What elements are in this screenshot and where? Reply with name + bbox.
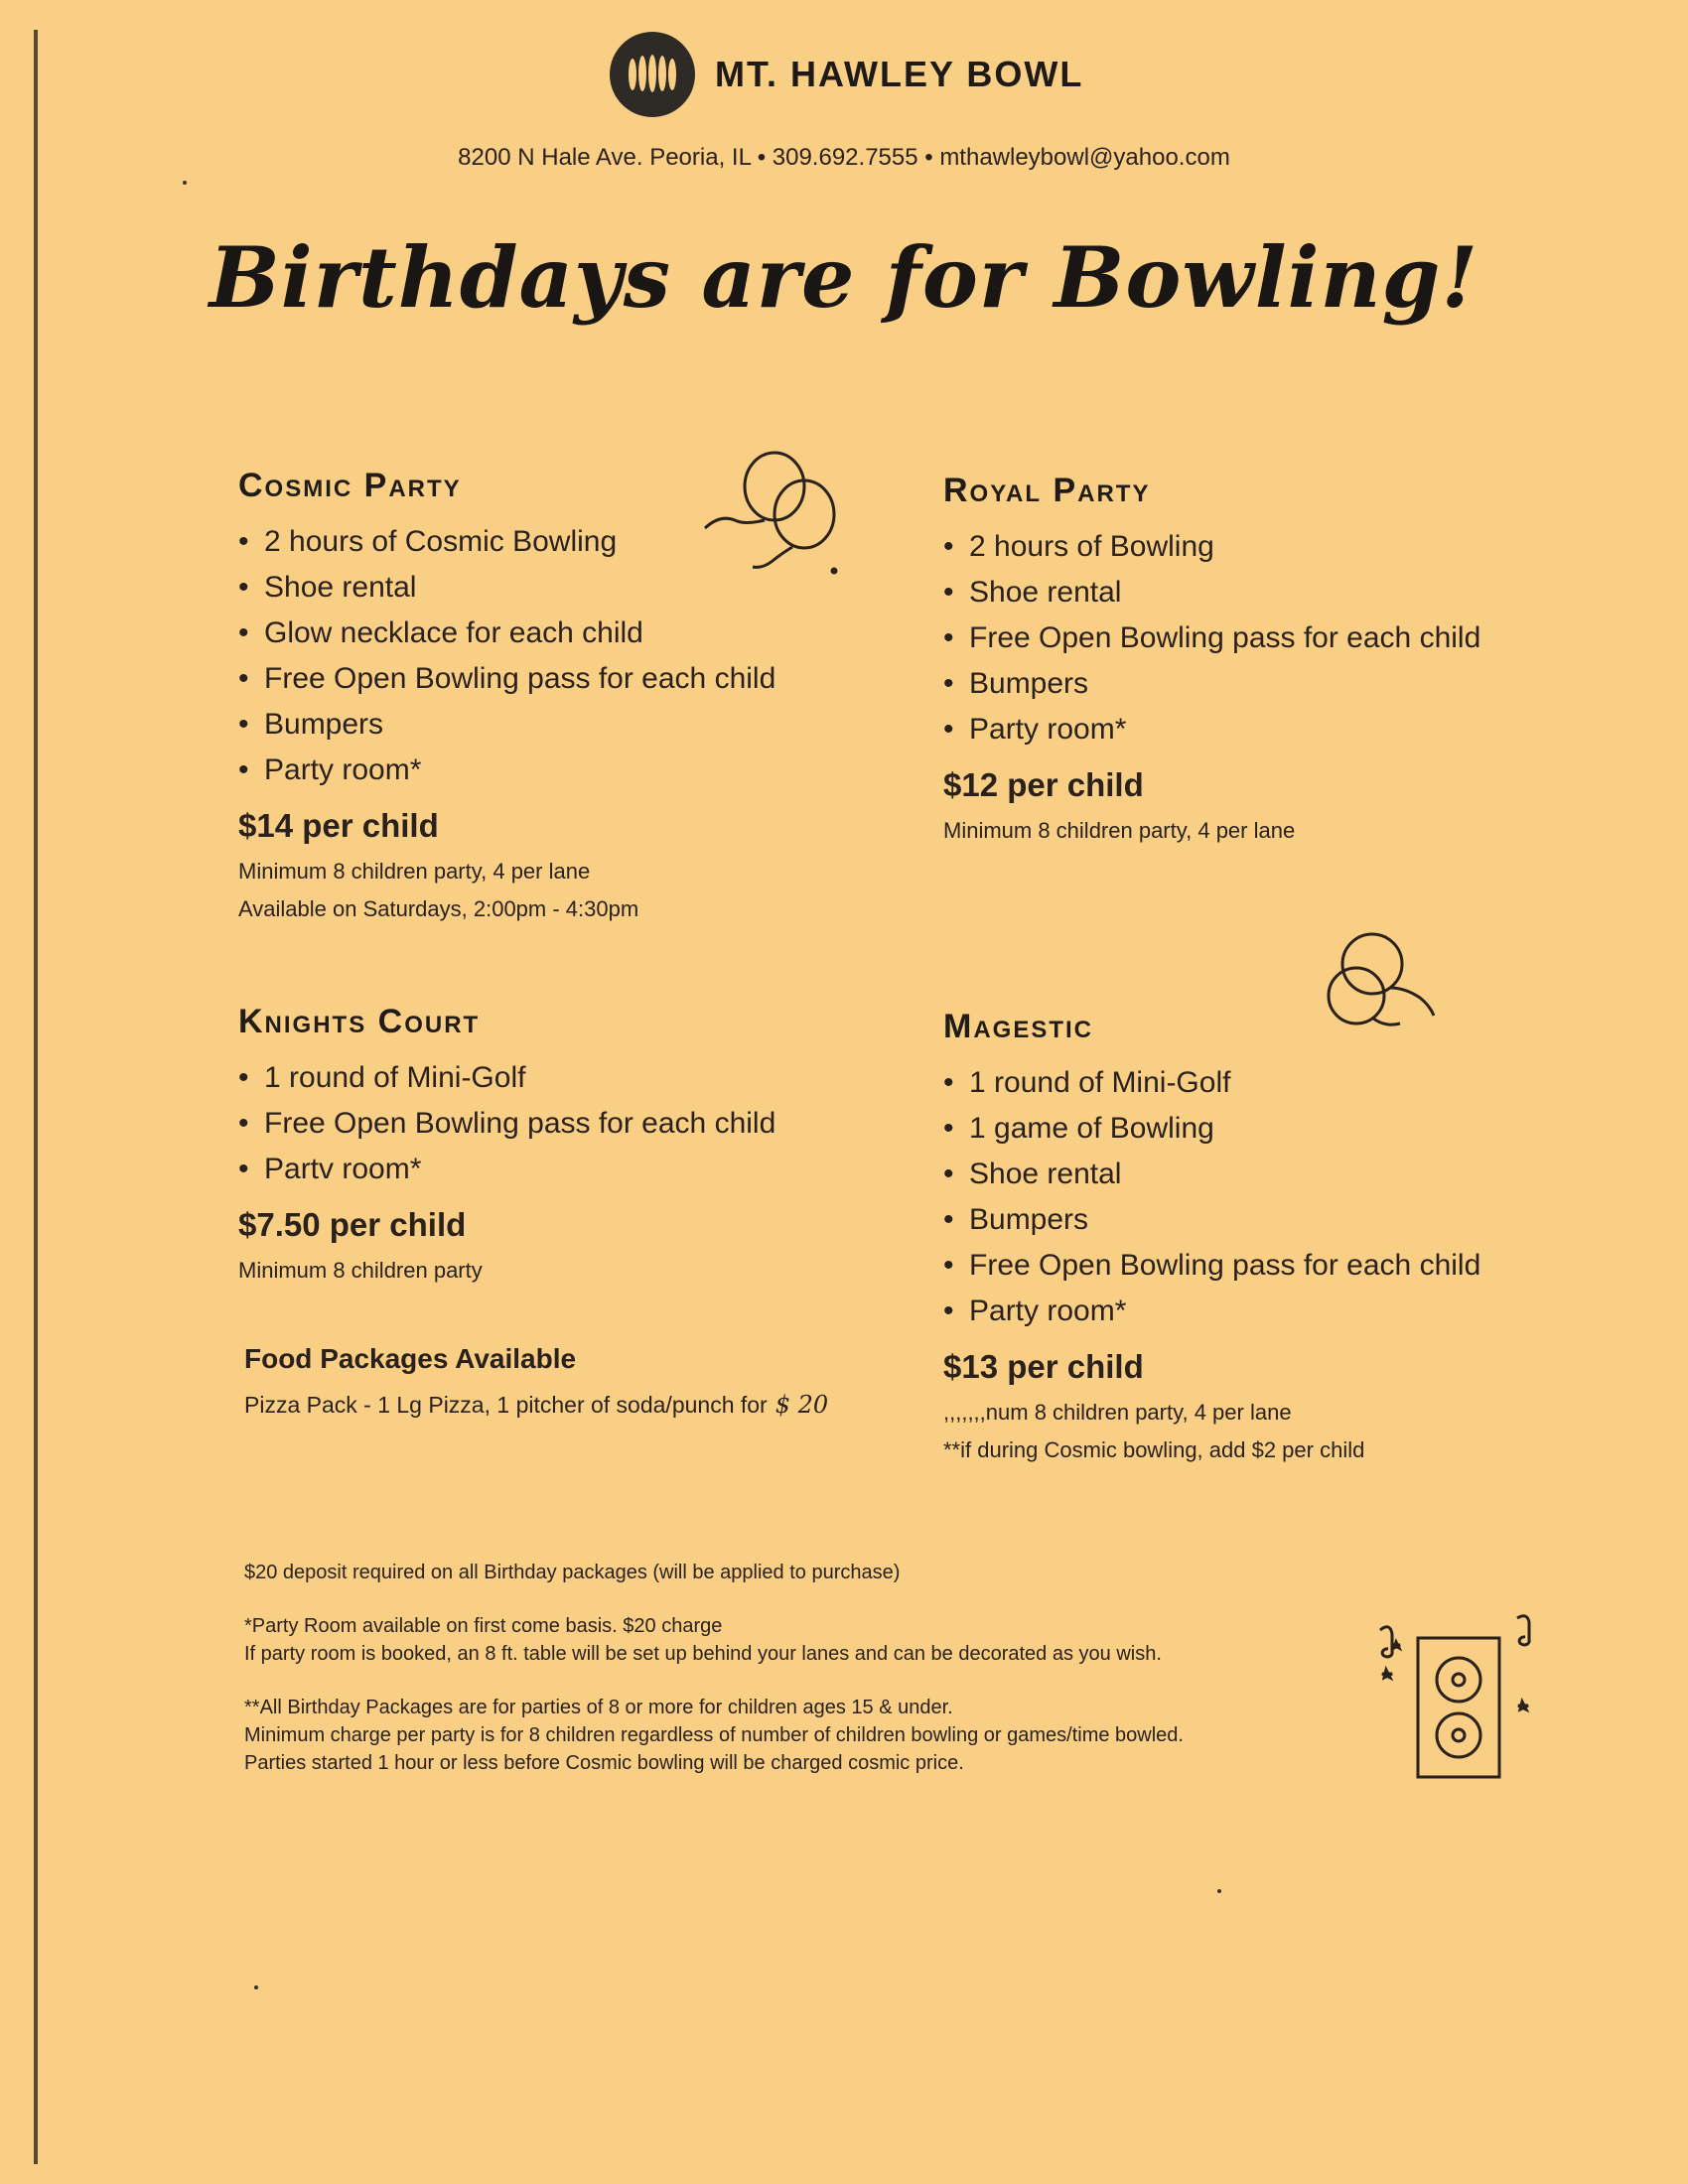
list-item: • Free Open Bowling pass for each child <box>943 615 1559 661</box>
package-note: Minimum 8 children party, 4 per lane <box>943 818 1296 843</box>
party-room-line: *Party Room available on first come basis. $20 charge <box>244 1615 723 1637</box>
balloons-icon <box>695 447 844 581</box>
list-item: • Shoe rental <box>238 565 794 611</box>
list-item: • Party room* <box>943 1289 1559 1334</box>
package-items <box>238 1055 854 1192</box>
footer-notes <box>244 1559 1336 1803</box>
rules-line: **All Birthday Packages are for parties of 8 or more for children ages 15 & under. <box>244 1697 953 1718</box>
package-price: $14 per child <box>238 807 439 844</box>
package-items <box>943 1060 1559 1334</box>
list-item: • 2 hours of Cosmic Bowling <box>238 519 794 565</box>
list-item: • Bumpers <box>943 661 1559 707</box>
food-line <box>244 1391 880 1419</box>
list-item: • 1 round of Mini-Golf <box>943 1060 1559 1106</box>
package-items <box>943 524 1559 752</box>
deposit-text: $20 deposit required on all Birthday packages (will be applied to purchase) <box>244 1562 901 1583</box>
rules-line: Parties started 1 hour or less before Cosmic bowling will be charged cosmic price. <box>244 1752 964 1774</box>
rules-note <box>244 1694 1336 1777</box>
package-magestic <box>943 1008 1559 1469</box>
package-note: Minimum 8 children party <box>238 1258 483 1283</box>
scan-speck <box>183 181 187 185</box>
food-packages <box>244 1343 880 1419</box>
scan-edge-rule <box>34 30 38 2164</box>
list-item: • 1 round of Mini-Golf <box>238 1055 854 1101</box>
scan-speck <box>1217 1889 1221 1893</box>
list-item: • Glow necklace for each child <box>238 611 794 656</box>
package-note: **if during Cosmic bowling, add $2 per child <box>943 1437 1365 1462</box>
food-title: Food Packages Available <box>244 1343 577 1374</box>
list-item: • Party room* <box>238 748 794 793</box>
food-description: Pizza Pack - 1 Lg Pizza, 1 pitcher of soda/punch for <box>244 1392 768 1418</box>
balloons-icon <box>1321 928 1440 1052</box>
package-price: $12 per child <box>943 766 1144 803</box>
speaker-music-icon <box>1368 1610 1547 1794</box>
deposit-note <box>244 1559 1336 1586</box>
list-item: • 1 game of Bowling <box>943 1106 1559 1152</box>
package-title: Cosmic Party <box>238 467 462 504</box>
package-price: $13 per child <box>943 1348 1144 1385</box>
package-knights-court <box>238 1003 854 1290</box>
party-room-line: If party room is booked, an 8 ft. table will be set up behind your lanes and can be decorated as you wish. <box>244 1643 1162 1665</box>
package-note: Available on Saturdays, 2:00pm - 4:30pm <box>238 896 639 921</box>
package-price: $7.50 per child <box>238 1206 467 1243</box>
bowling-pins-logo-icon <box>610 32 695 117</box>
list-item: • Partv room* <box>238 1147 854 1192</box>
package-note: Minimum 8 children party, 4 per lane <box>238 859 591 884</box>
package-title: Magestic <box>943 1008 1093 1045</box>
list-item: • Shoe rental <box>943 570 1559 615</box>
list-item: • Party room* <box>943 707 1559 752</box>
list-item: • Bumpers <box>943 1197 1559 1243</box>
list-item: • 2 hours of Bowling <box>943 524 1559 570</box>
list-item: • Free Open Bowling pass for each child <box>238 1101 854 1147</box>
contact-address: 8200 N Hale Ave. Peoria, IL • 309.692.7555 • mthawleybowl@yahoo.com <box>458 144 1230 171</box>
brand-name: MT. HAWLEY BOWL <box>715 54 1084 94</box>
list-item: • Bumpers <box>238 702 794 748</box>
party-room-note <box>244 1612 1336 1668</box>
package-title: Royal Party <box>943 472 1151 509</box>
package-royal-party <box>943 472 1559 850</box>
brand-row <box>610 30 1083 119</box>
scan-speck <box>254 1985 258 1989</box>
page-title: Birthdays are for Bowling! <box>209 228 1479 327</box>
package-title: Knights Court <box>238 1003 481 1040</box>
package-note: ,,,,,,,num 8 children party, 4 per lane <box>943 1400 1292 1425</box>
list-item: • Free Open Bowling pass for each child <box>238 656 794 702</box>
handwritten-price: $ 20 <box>774 1391 829 1419</box>
list-item: • Shoe rental <box>943 1152 1559 1197</box>
list-item: • Free Open Bowling pass for each child <box>943 1243 1559 1289</box>
rules-line: Minimum charge per party is for 8 children regardless of number of children bowling or games/time bowled. <box>244 1724 1184 1746</box>
